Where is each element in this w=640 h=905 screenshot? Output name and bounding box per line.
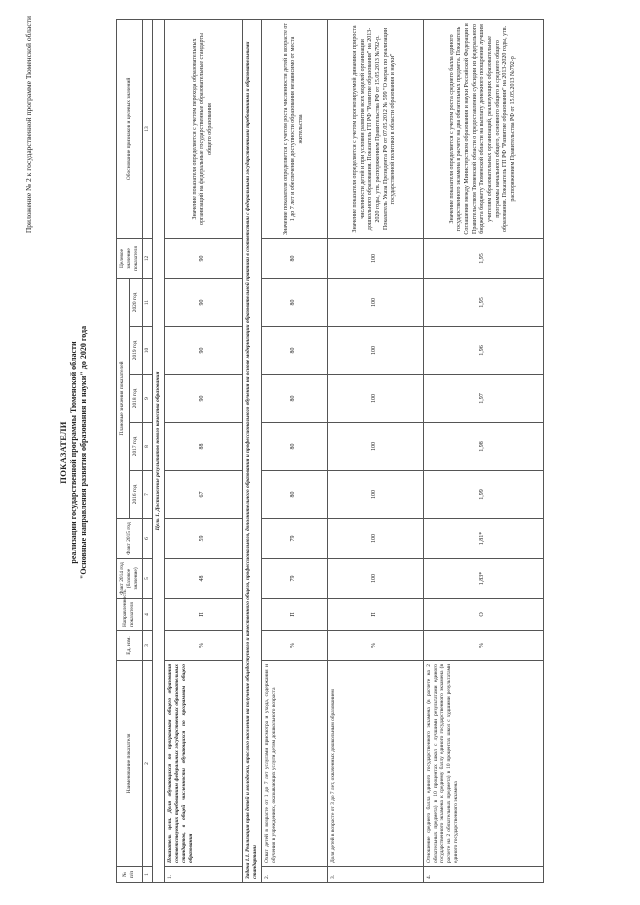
- row-fact2014: 79: [261, 559, 327, 599]
- row-no: 3.: [327, 867, 423, 883]
- row-target: 100: [327, 238, 423, 278]
- row-no: 4.: [423, 867, 543, 883]
- col-header-2020: 2020 год: [129, 278, 142, 326]
- row-2019: 90: [164, 327, 242, 375]
- row-no: 2.: [261, 867, 327, 883]
- row-2019: 1,96: [423, 327, 543, 375]
- row-2019: 80: [261, 327, 327, 375]
- col-header-2019: 2019 год: [129, 327, 142, 375]
- row-target: 80: [261, 238, 327, 278]
- document-title: ПОКАЗАТЕЛИ: [58, 421, 68, 484]
- table-row: [164, 19, 242, 882]
- row-2018: 1,97: [423, 375, 543, 423]
- row-justification: Значение показателя определяется с учетом роста численности детей в возрасте от 1 до 7 лет и обеспечения доступности образования независимо от места жительства: [261, 19, 327, 238]
- goal-row: [152, 19, 164, 882]
- row-fact2015: 59: [164, 519, 242, 559]
- row-2017: 80: [261, 423, 327, 471]
- row-justification: Значение показателя определяется с учетом перехода образовательных организаций на федеральные государственные образовательные стандарты общего образования: [164, 19, 242, 238]
- row-name: Доля детей в возрасте от 3 до 7 лет, охваченных дошкольным образованием: [327, 661, 423, 867]
- row-2018: 100: [327, 375, 423, 423]
- row-2017: 100: [327, 423, 423, 471]
- col-header-planned: Плановые значения показателей: [117, 278, 130, 518]
- col-header-2018: 2018 год: [129, 375, 142, 423]
- col-number: 4: [142, 599, 152, 631]
- row-2016: 67: [164, 471, 242, 519]
- row-fact2014: 100: [327, 559, 423, 599]
- row-name: Показатель цели. Доля обучающихся по программам общего образования соответствующих требованиям федеральных государственных образовательных стандартов, в общей численности обучающихся по программам общего образования: [164, 661, 242, 867]
- col-header-target: Целевое значение показателя: [117, 238, 143, 278]
- col-number: 1: [142, 867, 152, 883]
- col-header-fact2014: Факт 2014 год (базовое значение): [117, 559, 143, 599]
- row-unit: %: [327, 631, 423, 661]
- table-row: [261, 19, 327, 882]
- col-number: 9: [142, 375, 152, 423]
- row-2020: 90: [164, 278, 242, 326]
- row-target: 90: [164, 238, 242, 278]
- row-2018: 80: [261, 375, 327, 423]
- task-title: Задача 1.1. Реализация прав детей и молодежи, взрослого населения на получение общедоступного и качественного общего, профессионального, дополнительного образования и профессионального обучения на основе модернизации образовательной практики в соответствии с федеральными государственными требованиями и образовательными стандартами: [242, 19, 261, 882]
- row-name: Охват детей в возрасте от 1 до 7 лет услугами присмотра и ухода, содержания и обучения в учреждениях, оказывающих услуги детям дошкольного возраста: [261, 661, 327, 867]
- col-number: 12: [142, 238, 152, 278]
- document-subtitle-2: "Основные направления развития образования и науки" до 2020 года: [79, 325, 88, 580]
- row-fact2015: 1,81*: [423, 519, 543, 559]
- column-number-row: [142, 19, 152, 882]
- col-number: 7: [142, 471, 152, 519]
- row-2016: 80: [261, 471, 327, 519]
- row-fact2015: 79: [261, 519, 327, 559]
- row-2017: 1,98: [423, 423, 543, 471]
- document-subtitle-1: реализации государственной программы Тюменской области: [69, 341, 78, 564]
- appendix-note: Приложение № 2 к государственной программе Тюменской области: [24, 16, 33, 234]
- col-header-no: № п/п: [117, 867, 143, 883]
- row-fact2014: 1,83*: [423, 559, 543, 599]
- col-number: 6: [142, 519, 152, 559]
- row-2020: 1,95: [423, 278, 543, 326]
- row-2020: 100: [327, 278, 423, 326]
- col-header-name: Наименование показателя: [117, 661, 143, 867]
- row-direction: О: [423, 599, 543, 631]
- row-2016: 100: [327, 471, 423, 519]
- col-number: 8: [142, 423, 152, 471]
- table-header-row: [117, 19, 130, 882]
- table-row: [423, 19, 543, 882]
- col-header-justification: Обоснование признаков и целевых значений: [117, 19, 143, 238]
- row-direction: П: [327, 599, 423, 631]
- goal-title: Цель 1. Достижение результатов нового качества образования: [152, 19, 164, 882]
- row-justification: Значение показателя определяется с учетом прогнозируемой динамики прироста численности детей и при условии развития всех моделей организации дошкольного образования. Показатель ГП РФ "Развитие образования" на 2013-2020 годы, утв. распоряжением Правительства РФ от 15.05.2013 №792-р. Показатель Указа Президента РФ от 07.05.2012 № 599 "О мерах по реализации государственной политики в области образования и науки": [327, 19, 423, 238]
- col-header-direction: Направленность показателя: [117, 599, 143, 631]
- row-fact2015: 100: [327, 519, 423, 559]
- row-2018: 90: [164, 375, 242, 423]
- col-number: 13: [142, 19, 152, 238]
- row-fact2014: 48: [164, 559, 242, 599]
- indicators-table: [116, 19, 544, 883]
- col-number: 10: [142, 327, 152, 375]
- row-2017: 88: [164, 423, 242, 471]
- row-direction: П: [164, 599, 242, 631]
- col-number: 5: [142, 559, 152, 599]
- row-unit: %: [261, 631, 327, 661]
- col-header-unit: Ед. изм.: [117, 631, 143, 661]
- col-number: 3: [142, 631, 152, 661]
- document-titles: [58, 0, 88, 905]
- col-header-fact2015: Факт 2015 год: [117, 519, 143, 559]
- row-target: 1,95: [423, 238, 543, 278]
- row-unit: %: [423, 631, 543, 661]
- col-header-2016: 2016 год: [129, 471, 142, 519]
- col-number: 2: [142, 661, 152, 867]
- row-justification: Значение показателя определяется с учетом роста среднего балла единого государственного экзамена в расчете на два обязательных предмета. Показатель Соглашения между Министерством образования и науки Российской Федерации и Правительством Тюменской области о предоставлении субсидии из федерального бюджета бюджету Тюменской области на выплату денежного поощрения лучшим учителям образовательных организаций, реализующих образовательные программы начального общего, основного общего и среднего общего образования. Показатель ГП РФ "Развитие образования" на 2013-2020 годы, утв. распоряжением Правительства РФ от 15.05.2013 №792-р: [423, 19, 543, 238]
- col-number: 11: [142, 278, 152, 326]
- row-2020: 80: [261, 278, 327, 326]
- row-direction: П: [261, 599, 327, 631]
- row-name: Отношение среднего балла единого государственного экзамена (в расчете на 2 обязательных предмета) в 10 процентах школ с лучшими результатами единого государственного экзамена к среднему баллу единого государственного экзамена (в расчете на 2 обязательных предмета) в 10 процентах школ с худшими результатами единого государственного экзамена: [423, 661, 543, 867]
- task-row: [242, 19, 261, 882]
- row-2016: 1,99: [423, 471, 543, 519]
- table-row: [327, 19, 423, 882]
- row-unit: %: [164, 631, 242, 661]
- row-no: 1.: [164, 867, 242, 883]
- row-2019: 100: [327, 327, 423, 375]
- col-header-2017: 2017 год: [129, 423, 142, 471]
